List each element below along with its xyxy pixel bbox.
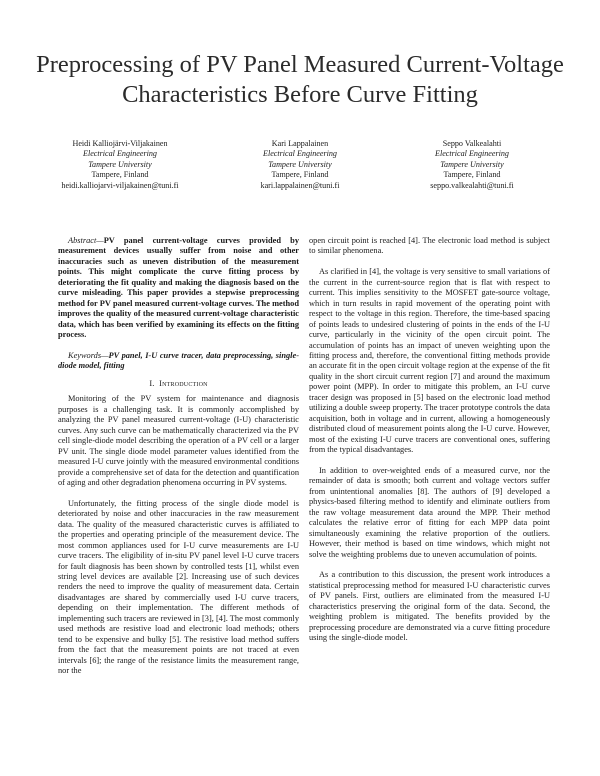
author-location: Tampere, Finland [271, 170, 329, 180]
body-paragraph: As a contribution to this discussion, the present work introduces a statistical preprocessing method for measured I-U characteristic curves of PV panels. First, outliers are eliminated from the measured I-U characteristics preserving the original form of the data. Second, the weighting problem is mitigated. The benefits provided by the preprocessing procedure are demonstrated via a curve fitting procedure using the single-diode model. [309, 570, 550, 643]
keywords [58, 351, 299, 372]
body-paragraph: open circuit point is reached [4]. The electronic load method is subject to similar phenomena. [309, 236, 550, 256]
author-dept: Electrical Engineering [83, 149, 157, 159]
body-paragraph: In addition to over-weighted ends of a measured curve, nor the remainder of data is smooth; both current and voltage vectors suffer from unintentional anomalies [8]. The authors of [9] developed a physics-based filtering method to identify and eliminate outliers from the raw voltage measurement data around the MPP. Their method calculates the relative error of fitting for each MPP data point simultaneously examining the relative proportion of the outliers. However, their method is based on time windows, which might not solve the weighting problems due to uneven accumulation of points. [309, 465, 550, 559]
keywords-text: PV panel, I-U curve tracer, data preprocessing, single-diode model, fitting [58, 350, 299, 371]
author-univ: Tampere University [440, 159, 504, 169]
keywords-label: Keywords— [68, 350, 109, 360]
abstract-label: Abstract— [68, 236, 104, 245]
author-name: Heidi Kalliojärvi-Viljakainen [72, 139, 168, 148]
abstract-text: PV panel current-voltage curves provided by measurement devices usually suffer from noise and other inaccuracies such as uneven distribution of the measurement points. This might complicate the curve fitting process by deteriorating the fit quality and making the diagnosis based on the curve misleading. This paper provides a stepwise preprocessing method for PV panel measured current-voltage curves. The method improves the quality of the measured current-voltage characteristic data, which has been verified by examining its effects on the fitting process. [58, 236, 299, 340]
right-column [309, 236, 550, 644]
abstract [58, 236, 299, 341]
author-1 [25, 139, 215, 191]
author-2 [205, 139, 395, 191]
author-univ: Tampere University [88, 159, 152, 169]
left-column [58, 236, 299, 677]
author-name: Seppo Valkealahti [442, 139, 502, 148]
author-univ: Tampere University [268, 159, 332, 169]
author-dept: Electrical Engineering [435, 149, 509, 159]
author-location: Tampere, Finland [91, 170, 149, 180]
author-name: Kari Lappalainen [271, 139, 329, 148]
author-email: seppo.valkealahti@tuni.fi [430, 180, 514, 190]
section-heading [58, 379, 299, 389]
paper-title: Preprocessing of PV Panel Measured Current-Voltage Characteristics Before Curve Fitting [36, 51, 564, 108]
author-email: kari.lappalainen@tuni.fi [260, 180, 340, 190]
body-paragraph: Unfortunately, the fitting process of the single diode model is deteriorated by noise and other inaccuracies in the raw measurement data. The quality of the measured characteristic curves is affiliated to the properties and operating principle of the measurement device. The most common appliances used for I-U curve measurements are I-U curve tracers. The eligibility of in-situ PV panel level I-U curve tracers for fault diagnosis has been shown by controlled tests [1], whilst even string level devices are available [2]. Increasing use of such devices renders the need to improve the quality of measurement data. Certain disadvantages are shared by commercially used I-U curve tracers, depending on their implementation. The different methods of implementing such tracers are reviewed in [3], [4]. The most commonly used methods are resistive load and electronic load methods; others tend to be expensive and bulky [5]. The resistive load method suffers from the fact that the measurement points are not traced at even intervals [6]; the range of the resistance limits the measurement range, nor the [58, 498, 299, 676]
body-paragraph: Monitoring of the PV system for maintenance and diagnosis purposes is a challenging task. It is commonly accomplished by analyzing the PV panel measured current-voltage (I-U) characteristic curves. Any such curve can be mathematically characterized via the PV cell single-diode model describing the operation of a PV cell or a larger PV unit. The single diode model parameter values identified from the measured I-U curve jointly with the measured environmental conditions provide a comprehensive set of data for the detection and quantification of aging and other degradation phenomena occurring in PV systems. [58, 394, 299, 487]
author-email: heidi.kalliojarvi-viljakainen@tuni.fi [61, 180, 179, 190]
body-paragraph: As clarified in [4], the voltage is very sensitive to small variations of the current in the current-source region that is flat with respect to current. This implies sensitivity to the MOSFET gate-source voltage, which in turn results in rapid movement of the operating point with respect to the voltage in this region. Therefore, the time-based spacing of points leads to undesired clustering of points in the ends of the I-U curve, particularly in the vicinity of the open circuit point. The accumulation of points has an impact of uneven weighting upon the fitting process and, therefore, the conventional fitting methods provide an accurate fit in the open circuit voltage region at the expense of the fit quality in the short circuit current region [7] and around the maximum power point (MPP). In order to mitigate this problem, an I-U curve tracer design was proposed in [5] based on the electronic load method utilizing a double sweep property. The tracer prototype controls the data acquisition, both in voltage and in current, allowing a homogeneously distributed cloud of measurement points along the I-U curve. However, most of the existing I-U curve tracers are conventional ones, suffering from the typical disadvantages. [309, 267, 550, 455]
author-dept: Electrical Engineering [263, 149, 337, 159]
section-number: I. [149, 378, 155, 388]
author-3 [377, 139, 567, 191]
section-title: Introduction [159, 378, 208, 388]
author-location: Tampere, Finland [443, 170, 501, 180]
